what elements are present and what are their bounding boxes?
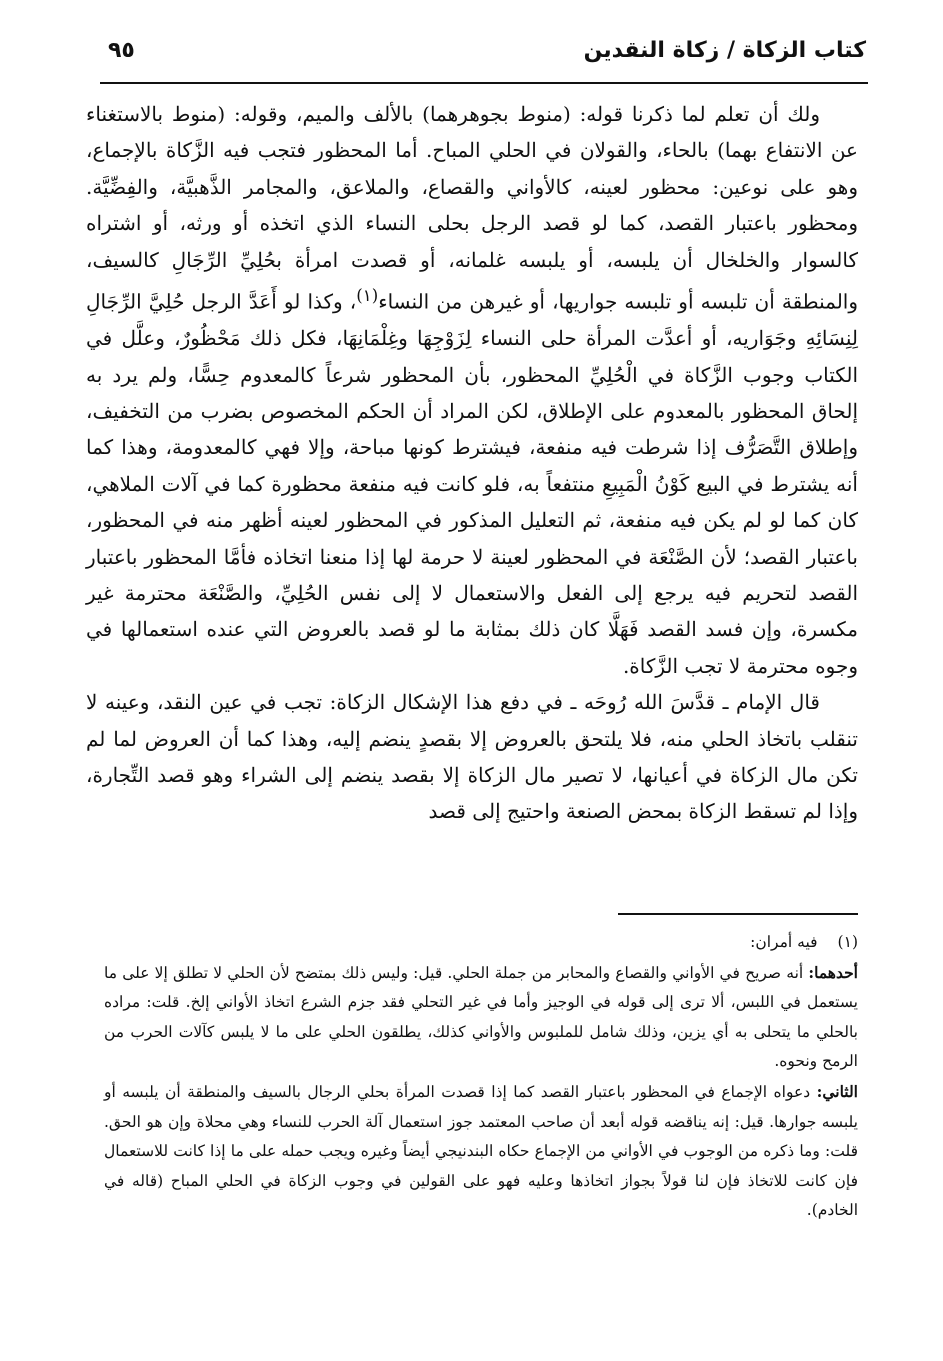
footnote-first-text: أنه صريح في الأواني والقصاع والمحابر من جملة الحلي. قيل: وليس ذلك بمتضح لأن الحلي لا تطلق إلا على ما يستعمل في اللبس، ألا ترى إلى قوله في الوجيز وأما في غير التحلي فقد جزم الشرع اتخاذ الأواني إلخ. قلت: مراده بالحلي ما يتحلى به أي يزين، وذلك شامل للملبوس والأواني كذلك، يطلقون الحلي على ما لا يلبس كآلات الحرب من الرمح ونحوه. bbox=[104, 963, 858, 1071]
body-paragraph-1 bbox=[86, 96, 858, 684]
paragraph-1-text: ولك أن تعلم لما ذكرنا قوله: (منوط بجوهرهما) بالألف والميم، وقوله: (منوط بالاستغناء عن الانتفاع بهما) بالحاء، والقولان في الحلي المباح. أما المحظور فتجب فيه الزَّكاة بالإجماع، وهو على نوعين: محظور لعينه، كالأواني والقصاع، والملاعق، والمجامر الذَّهبيَّة، والفِضِّيَّة. ومحظور باعتبار القصد، كما لو قصد الرجل بحلى النساء الذي اتخذه أو ورثه، أو اشتراه كالسوار والخلخال أن يلبسه، أو يلبسه غلمانه، أو قصدت امرأة بحُلِيِّ الرِّجَالِ كالسيف، والمنطقة أن تلبسه أو تلبسه جواريها، أو غيرهن من النساء bbox=[86, 102, 858, 314]
footnote-first bbox=[104, 958, 858, 1077]
page-number: ٩٥ bbox=[108, 38, 135, 63]
page-header bbox=[108, 30, 866, 76]
paragraph-1-continuation: ، وكذا لو أَعَدَّ الرجل حُلِيَّ الرِّجَالِ لِنِسَائِهِ وجَوَاريه، أو أعدَّت المرأة حلى النساء لِزَوْجِهَا وغِلْمَانِهَا، فكل ذلك مَحْظُورٌ، وعلَّل في الكتاب وجوب الزَّكاة في الْحُلِيِّ المحظور، بأن المحظور شرعاً كالمعدوم حِسًّا، ولم يرد به إلحاق المحظور بالمعدوم على الإطلاق، لكن المراد أن الحكم المخصوص بضرب من التخفيف، وإطلاق التَّصَرُّف إذا شرطت فيه منفعة، فيشترط كونها مباحة، وإلا فهي كالمعدومة، وهذا كما أنه يشترط في البيع كَوْنُ الْمَبِيعِ منتفعاً به، فلو كانت فيه منفعة محظورة كما في آلات الملاهي، كان كما لو لم يكن فيه منفعة، ثم التعليل المذكور في المحظور لعينه أظهر منه في المحظور، باعتبار القصد؛ لأن الصَّنْعَة في المحظور لعينة لا حرمة لها إذا منعنا اتخاذه فأمَّا المحظور باعتبار القصد لتحريم فيه يرجع إلى الفعل والاستعمال لا إلى نفس الحُلِيِّ، والصَّنْعَة محترمة غير مكسرة، وإن فسد القصد فَهَلَّا كان ذلك بمثابة ما لو قصد بالعروض التي عنده استعمالها في وجوه محترمة لا تجب الزَّكاة. bbox=[86, 289, 859, 678]
footnote-intro-text: فيه أمران: bbox=[750, 933, 818, 951]
footnote-rule bbox=[618, 913, 858, 915]
body-paragraph-2: قال الإمام ـ قدَّسَ الله رُوحَه ـ في دفع هذا الإشكال الزكاة: تجب في عين النقد، وعينه لا تنقلب باتخاذ الحلي منه، فلا يلتحق بالعروض إلا بقصدٍ ينضم إليه، وهذا كما أن العروض لما لم تكن مال الزكاة في أعيانها، لا تصير مال الزكاة إلا بقصد ينضم إلى الشراء وهو قصد التِّجارة، وإذا لم تسقط الزكاة بمحض الصنعة واحتيج إلى قصد bbox=[86, 690, 858, 824]
footnote-second-text: دعواه الإجماع في المحظور باعتبار القصد كما إذا قصدت المرأة بحلي الرجال بالسيف والمنطقة أن يلبسه أو يلبسه جوارها. قيل: إنه يناقضه قوله أبعد أن صاحب المعتمد جوز استعمال آلة الحرب للنساء وهي محلاة وإن هو الحق. قلت: وما ذكره من الوجوب في الأواني من الإجماع حكاه البندنيجي أيضاً وغيره ويجب حمله على ما إذا كانت للاستعمال فإن كانت للاتخاذ فإن لنا قولاً بجواز اتخاذها وعليه فهو على القولين في وجوب الزكاة في الحلي المباح (قاله في الخادم). bbox=[104, 1082, 858, 1220]
footnote-second bbox=[104, 1077, 858, 1226]
footnote-first-label: أحدهما: bbox=[808, 962, 858, 982]
footnotes bbox=[104, 928, 858, 1226]
running-title: كتاب الزكاة / زكاة النقدين bbox=[583, 38, 866, 63]
main-text bbox=[86, 96, 858, 830]
footnote-marker: (١) bbox=[837, 933, 858, 951]
footnote-intro bbox=[104, 928, 858, 958]
footnote-second-label: الثاني: bbox=[816, 1081, 858, 1101]
header-rule bbox=[100, 82, 868, 84]
footnote-reference[interactable]: (١) bbox=[356, 286, 379, 306]
